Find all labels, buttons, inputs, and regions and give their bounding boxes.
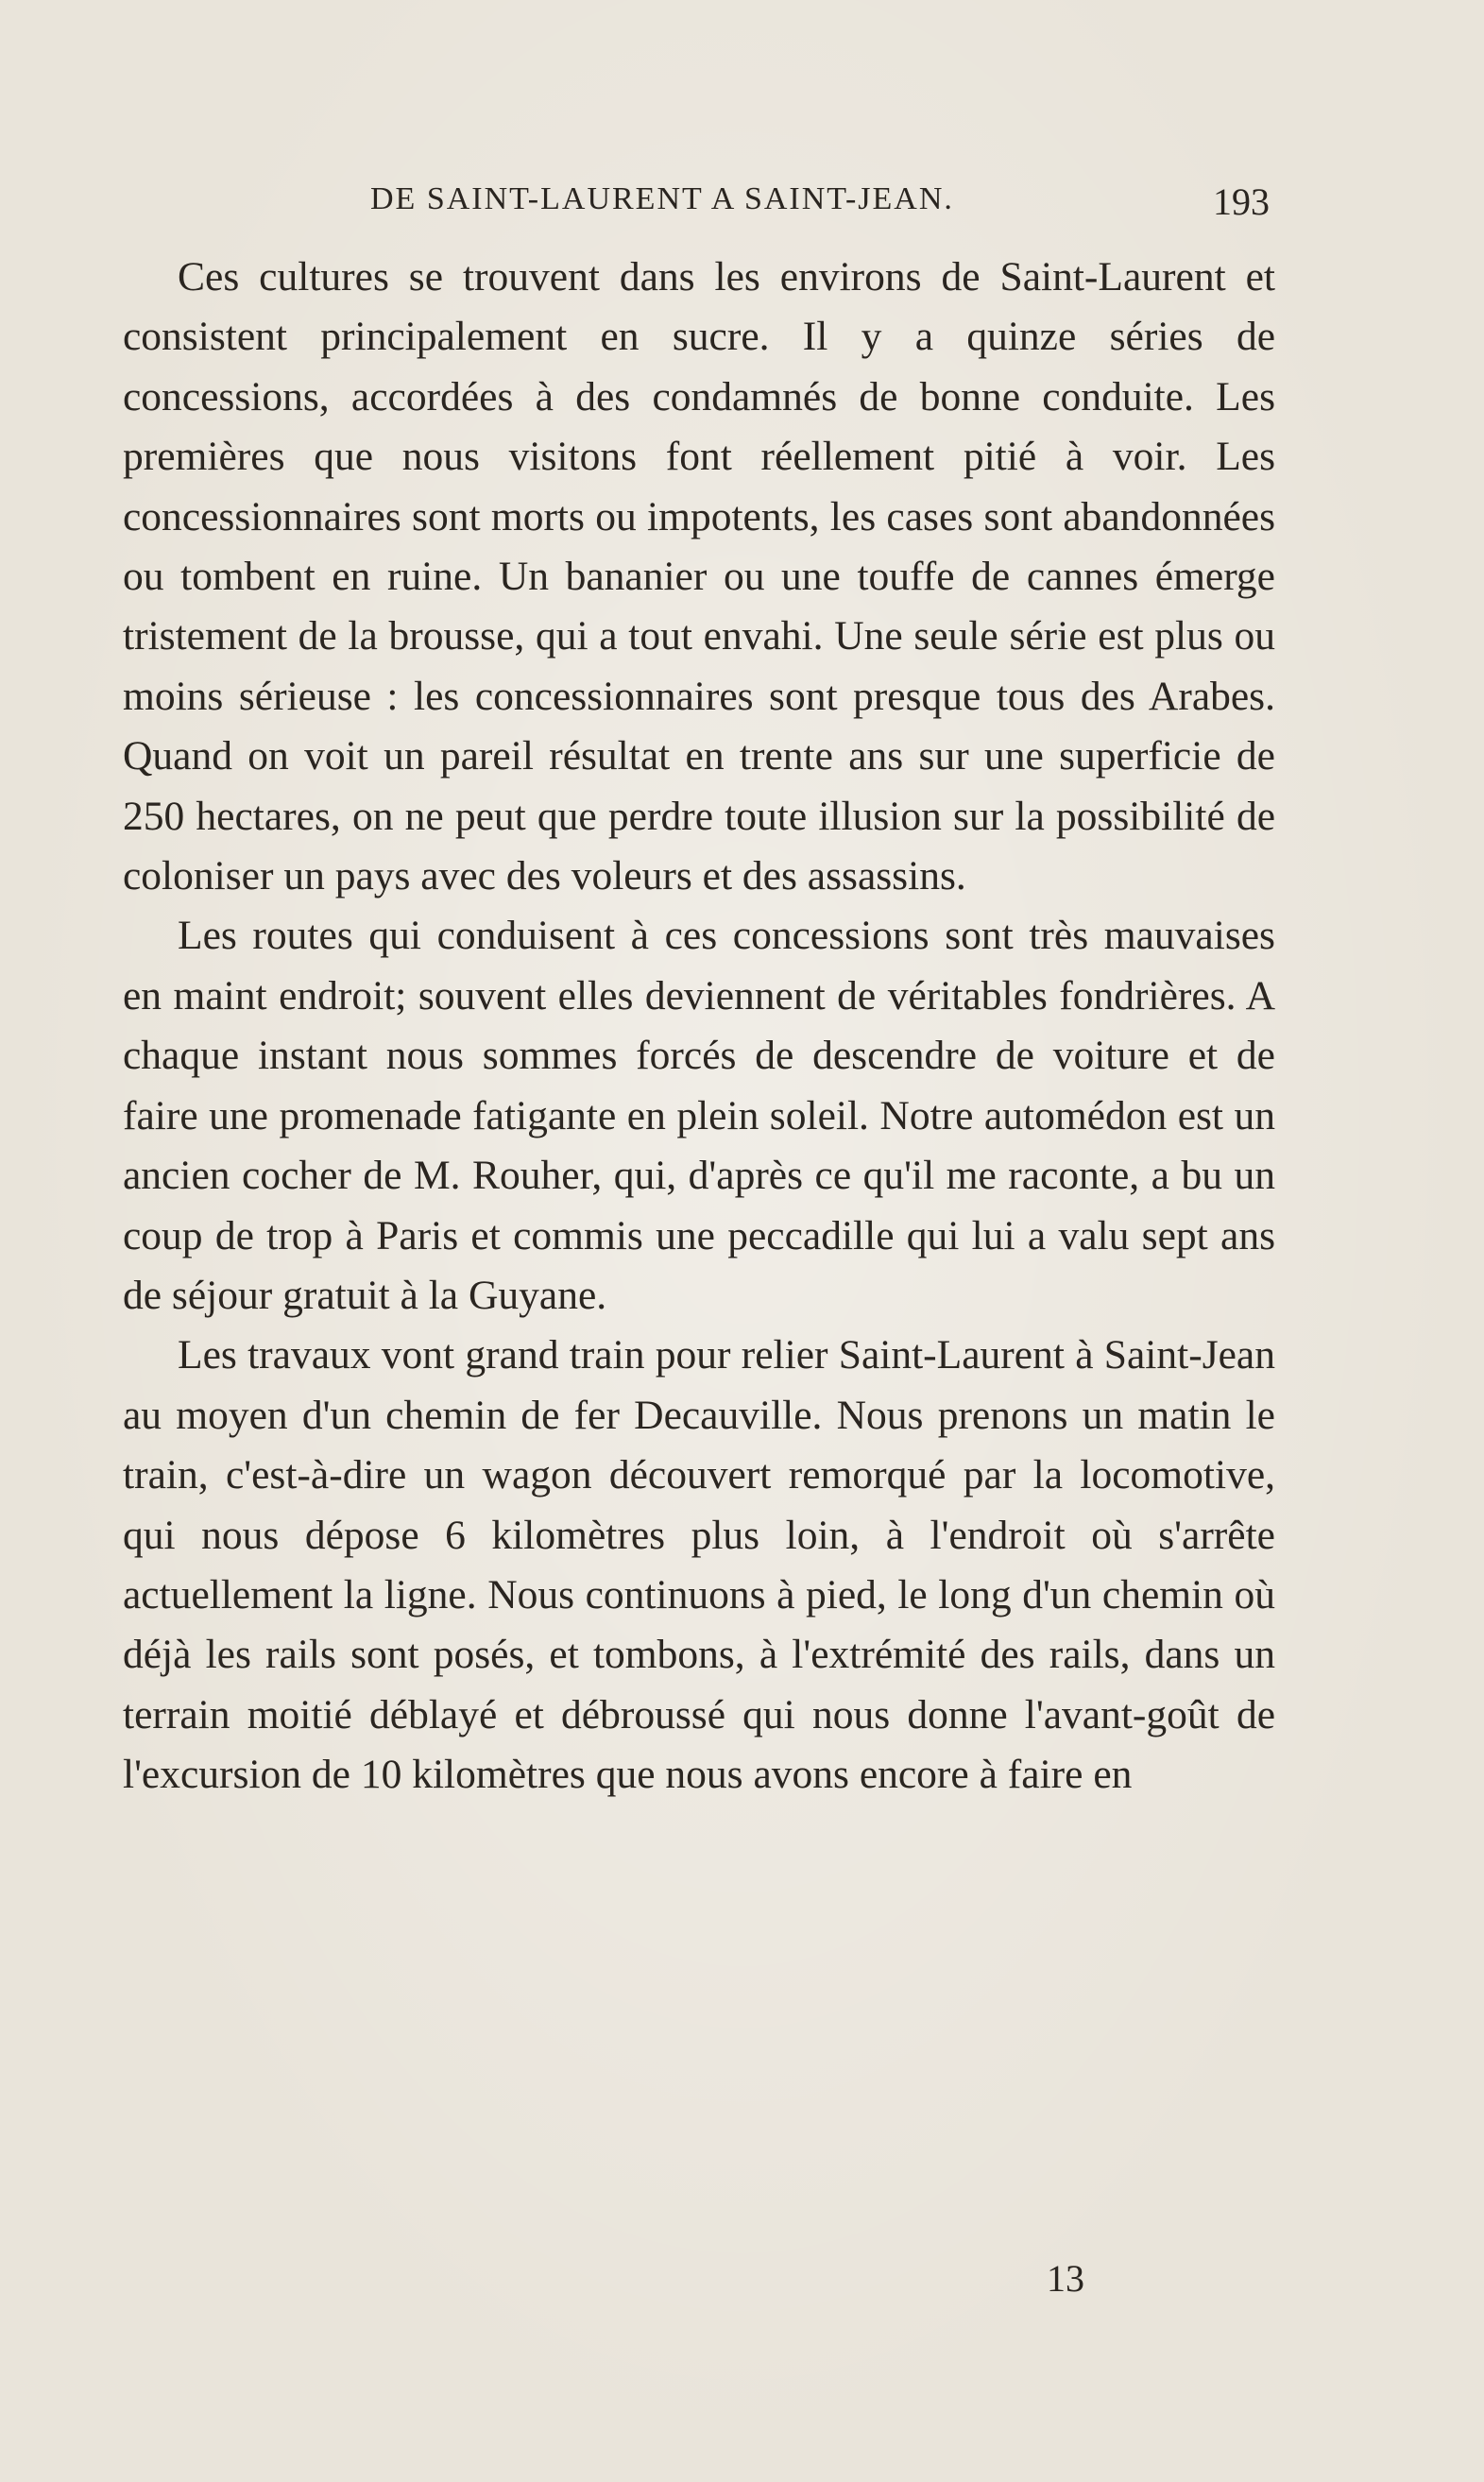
page-number: 193 — [1213, 180, 1270, 223]
signature-mark: 13 — [1047, 2257, 1084, 2300]
paragraph: Ces cultures se trouvent dans les environs de Saint-Laurent et consistent principalement en sucre. Il y a quinze séries de concessions, accordées à des condamnés de bonne conduite. Les premières que nous visitons font réellement pitié à voir. Les concessionnaires sont morts ou impotents, les cases sont abandonnées ou tombent en ruine. Un bananier ou une touffe de cannes émerge tristement de la brousse, qui a tout envahi. Une seule série est plus ou moins sérieuse : les concessionnaires sont presque tous des Arabes. Quand on voit un pareil résultat en trente ans sur une superficie de 250 hectares, on ne peut que perdre toute illusion sur la possibilité de coloniser un pays avec des voleurs et des assassins. — [123, 254, 1275, 899]
body-text — [123, 248, 1275, 1806]
running-head — [370, 181, 1270, 229]
paragraph: Les travaux vont grand train pour relier Saint-Laurent à Saint-Jean au moyen d'un chemin de fer Decauville. Nous prenons un matin le train, c'est-à-dire un wagon découvert remorqué par la locomotive, qui nous dépose 6 kilomètres plus loin, à l'endroit où s'arrête actuellement la ligne. Nous continuons à pied, le long d'un chemin où déjà les rails sont posés, et tombons, à l'extrémité des rails, dans un terrain moitié déblayé et débroussé qui nous donne l'avant-goût de l'excursion de 10 kilomètres que nous avons encore à faire en — [123, 1332, 1275, 1798]
paragraph: Les routes qui conduisent à ces concessions sont très mauvaises en maint endroit; souvent elles deviennent de véritables fondrières. A chaque instant nous sommes forcés de descendre de voiture et de faire une promenade fatigante en plein soleil. Notre automédon est un ancien cocher de M. Rouher, qui, d'après ce qu'il me raconte, a bu un coup de trop à Paris et commis une peccadille qui lui a valu sept ans de séjour gratuit à la Guyane. — [123, 913, 1275, 1318]
running-title: DE SAINT-LAURENT A SAINT-JEAN. — [370, 181, 954, 216]
